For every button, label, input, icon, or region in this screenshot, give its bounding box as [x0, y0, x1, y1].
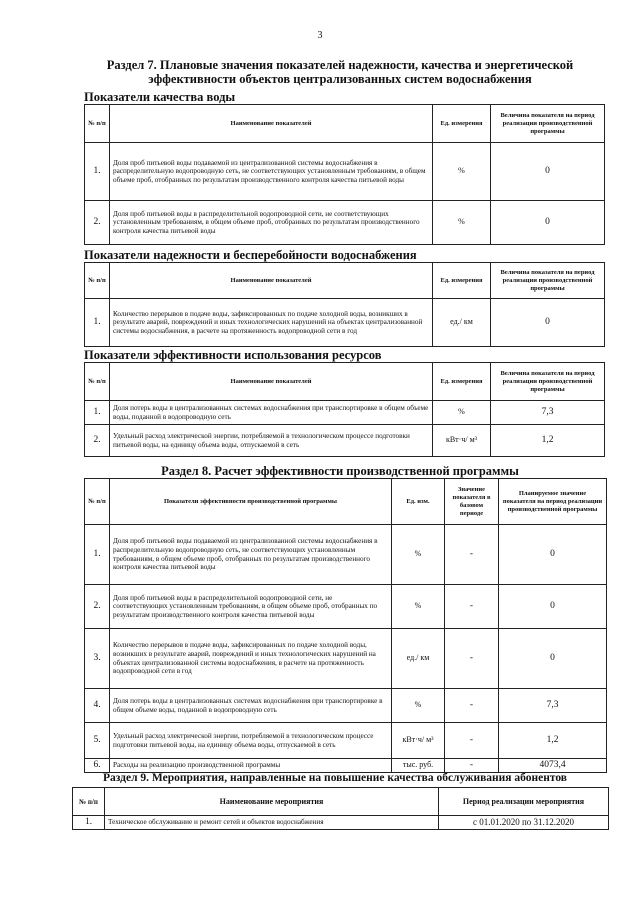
table-row: [85, 143, 605, 201]
row-value: 0: [491, 143, 605, 201]
row-unit: тыс. руб.: [392, 759, 445, 773]
row-number: 1.: [85, 143, 110, 201]
row-number: 4.: [85, 689, 110, 723]
table-row: [85, 299, 605, 347]
row-unit: %: [433, 201, 491, 245]
row-number: 2.: [85, 425, 110, 457]
col-value: Величина показателя на период реализации производственной программы: [491, 363, 605, 401]
row-value: 7,3: [491, 401, 605, 425]
row-name: Доля потерь воды в централизованных системах водоснабжения при транспортировке в общем объеме воды, поданной в водопроводную сеть: [110, 689, 392, 723]
col-value: Величина показателя на период реализации производственной программы: [491, 105, 605, 143]
section-8-title: Раздел 8. Расчет эффективности производственной программы: [161, 464, 519, 478]
row-number: 1.: [85, 401, 110, 425]
section-8-table: [84, 478, 607, 773]
row-plan: 1,2: [499, 723, 607, 759]
efficiency-heading: Показатели эффективности использования ресурсов: [84, 348, 382, 362]
table-row: [85, 759, 607, 773]
row-plan: 0: [499, 585, 607, 629]
row-unit: %: [433, 401, 491, 425]
col-unit: Ед. измерения: [433, 263, 491, 299]
table-row: [85, 629, 607, 689]
efficiency-table: [84, 362, 605, 457]
col-unit: Ед. измерения: [433, 105, 491, 143]
table-row: [85, 689, 607, 723]
table-header-row: [85, 363, 605, 401]
row-number: 1.: [85, 525, 110, 585]
table-header-row: [85, 479, 607, 525]
col-number: № п/п: [85, 263, 110, 299]
row-name: Количество перерывов в подаче воды, зафиксированных по подаче холодной воды, возникших в результате аварий, повреждений и иных технологических нарушений на объектах централизованной системы водоснабжения, в расчете на протяженность водопроводной сети в год: [110, 629, 392, 689]
row-unit: %: [392, 525, 445, 585]
row-plan: 0: [499, 525, 607, 585]
row-base: -: [445, 759, 499, 773]
row-name: Техническое обслуживание и ремонт сетей и объектов водоснабжения: [105, 816, 439, 830]
col-number: № п/п: [85, 363, 110, 401]
table-row: [85, 401, 605, 425]
row-name: Удельный расход электрической энергии, потребляемой в технологическом процессе подготовки питьевой воды, на единицу объема воды, отпускаемой в сеть: [110, 425, 433, 457]
row-plan: 4073,4: [499, 759, 607, 773]
row-name: Доля потерь воды в централизованных системах водоснабжения при транспортировке в общем объеме воды, поданной в водопроводную сеть: [110, 401, 433, 425]
section-9-title: Раздел 9. Мероприятия, направленные на повышение качества обслуживания абонентов: [102, 772, 567, 784]
row-unit: %: [433, 143, 491, 201]
row-number: 1.: [85, 299, 110, 347]
section-9-table: [72, 787, 609, 830]
row-value: 1,2: [491, 425, 605, 457]
row-period: с 01.01.2020 по 31.12.2020: [439, 816, 609, 830]
col-number: № п/п: [73, 788, 105, 816]
col-number: № п/п: [85, 479, 110, 525]
col-number: № п/п: [85, 105, 110, 143]
row-number: 1.: [73, 816, 105, 830]
row-name: Удельный расход электрической энергии, потребляемой в технологическом процессе подготовки питьевой воды, на единицу объема воды, отпускаемой в сеть: [110, 723, 392, 759]
page-number: 3: [317, 30, 323, 41]
row-value: 0: [491, 201, 605, 245]
col-name: Наименование показателей: [110, 263, 433, 299]
quality-table: [84, 104, 605, 245]
table-row: [85, 585, 607, 629]
col-base: Значение показателя в базовом периоде: [445, 479, 499, 525]
row-unit: ед./ км: [392, 629, 445, 689]
row-number: 6.: [85, 759, 110, 773]
table-header-row: [85, 105, 605, 143]
col-value: Величина показателя на период реализации производственной программы: [491, 263, 605, 299]
row-unit: кВт·ч/ м³: [433, 425, 491, 457]
row-unit: %: [392, 585, 445, 629]
row-unit: %: [392, 689, 445, 723]
row-base: -: [445, 723, 499, 759]
row-plan: 7,3: [499, 689, 607, 723]
col-name: Наименование показателей: [110, 363, 433, 401]
row-name: Доля проб питьевой воды в распределительной водопроводной сети, не соответствующих установленным требованиям, в общем объеме проб, отобранных по результатам производственного контроля качества питьевой воды: [110, 585, 392, 629]
section-7-title: Раздел 7. Плановые значения показателей надежности, качества и энергетической эффективности объектов централизованных систем водоснабжения: [106, 58, 574, 86]
col-name: Наименование показателей: [110, 105, 433, 143]
col-unit: Ед. изм.: [392, 479, 445, 525]
reliability-heading: Показатели надежности и бесперебойности водоснабжения: [84, 248, 417, 262]
row-name: Доля проб питьевой воды в распределительной водопроводной сети, не соответствующих установленным требованиям, в общем объеме проб, отобранных по результатам производственного контроля качества питьевой воды: [110, 201, 433, 245]
row-number: 3.: [85, 629, 110, 689]
row-number: 2.: [85, 585, 110, 629]
row-number: 2.: [85, 201, 110, 245]
row-unit: ед./ км: [433, 299, 491, 347]
reliability-table: [84, 262, 605, 347]
quality-heading: Показатели качества воды: [84, 90, 236, 104]
col-name: Наименование мероприятия: [105, 788, 439, 816]
row-value: 0: [491, 299, 605, 347]
col-unit: Ед. измерения: [433, 363, 491, 401]
table-row: [85, 723, 607, 759]
row-name: Количество перерывов в подаче воды, зафиксированных по подаче холодной воды, возникших в результате аварий, повреждений и иных технологических нарушений на объектах централизованной системы водоснабжения, в расчете на протяженность водопроводной сети в год: [110, 299, 433, 347]
table-row: [85, 525, 607, 585]
table-header-row: [73, 788, 609, 816]
row-name: Расходы на реализацию производственной программы: [110, 759, 392, 773]
row-base: -: [445, 689, 499, 723]
table-header-row: [85, 263, 605, 299]
table-row: [73, 816, 609, 830]
row-unit: кВт·ч/ м³: [392, 723, 445, 759]
col-name: Показатели эффективности производственной программы: [110, 479, 392, 525]
row-base: -: [445, 525, 499, 585]
row-name: Доля проб питьевой воды подаваемой из централизованной системы водоснабжения в распределительную водопроводную сеть, не соответствующих установленным требованиям, в общем объеме проб, отобранных по результатам производственного контроля качества питьевой воды: [110, 525, 392, 585]
row-base: -: [445, 585, 499, 629]
table-row: [85, 201, 605, 245]
col-period: Период реализации мероприятия: [439, 788, 609, 816]
row-number: 5.: [85, 723, 110, 759]
table-row: [85, 425, 605, 457]
col-plan: Планируемое значение показателя на период реализации производственной программы: [499, 479, 607, 525]
row-name: Доля проб питьевой воды подаваемой из централизованной системы водоснабжения в распределительную водопроводную сеть, не соответствующих установленным требованиям, в общем объеме проб, отобранных по результатам производственного контроля качества питьевой воды: [110, 143, 433, 201]
row-base: -: [445, 629, 499, 689]
row-plan: 0: [499, 629, 607, 689]
